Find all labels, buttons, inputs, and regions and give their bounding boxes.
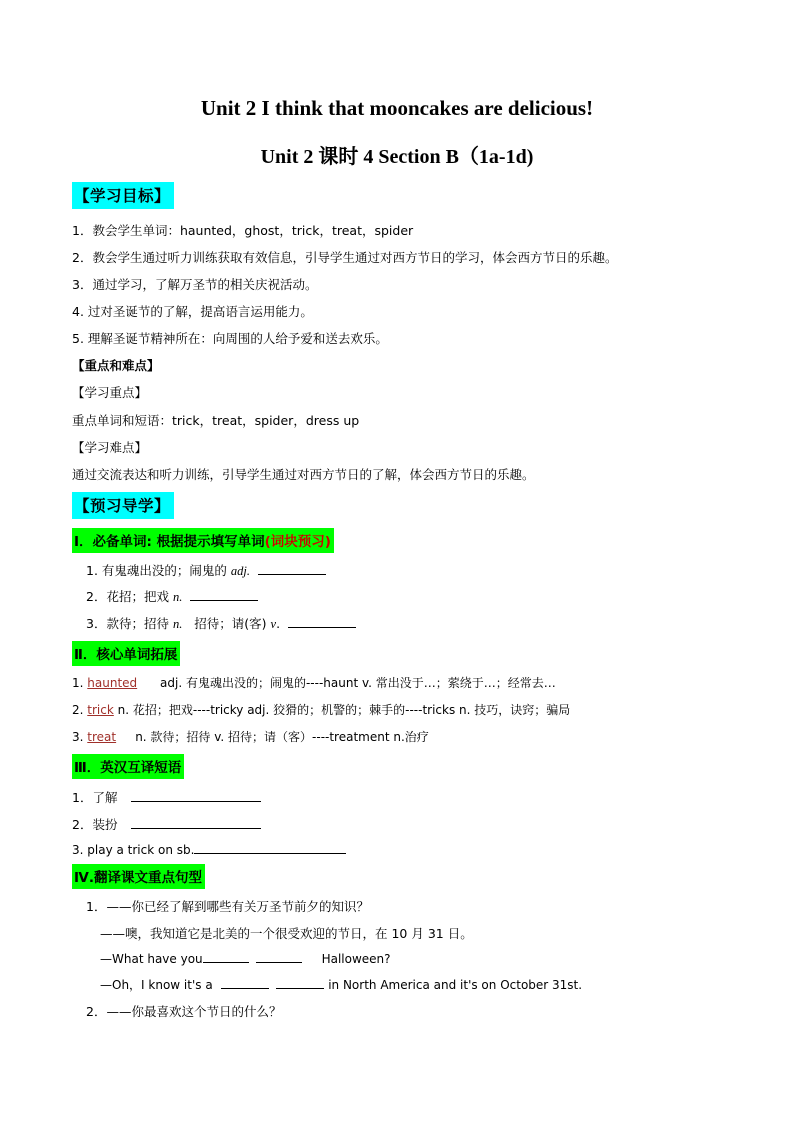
answer-blank[interactable] [258, 562, 326, 575]
goal-item: 5. 理解圣诞节精神所在：向周围的人给予爱和送去欢乐。 [72, 331, 388, 346]
sentence-answer-cn: ——噢，我知道它是北美的一个很受欢迎的节日，在 10 月 31 日。 [100, 926, 473, 941]
goal-item: 4. 过对圣诞节的了解，提高语言运用能力。 [72, 304, 313, 319]
answer-blank[interactable] [221, 976, 269, 989]
goals-header: 【学习目标】 [72, 182, 174, 209]
page-subtitle: Unit 2 课时 4 Section B（1a-1d) [260, 146, 534, 168]
focus-text: 重点单词和短语：trick，treat，spider，dress up [72, 413, 360, 428]
vocab-item: 2．花招；把戏 n. [86, 587, 258, 605]
answer-blank[interactable] [190, 588, 258, 601]
answer-blank[interactable] [131, 816, 261, 829]
key-difficulty-header: 【重点和难点】 [72, 358, 160, 373]
focus-label: 【学习重点】 [72, 385, 148, 400]
highlight-word: haunted [87, 676, 138, 690]
page-title: Unit 2 I think that mooncakes are delicious! [200, 96, 594, 120]
sentence-en-1: —What have you Halloween? [100, 952, 391, 966]
difficulty-text: 通过交流表达和听力训练，引导学生通过对西方节日的了解，体会西方节日的乐趣。 [72, 467, 535, 482]
sentence-question: 2．——你最喜欢这个节日的什么？ [86, 1004, 282, 1019]
section1-header [72, 528, 334, 553]
answer-blank[interactable] [276, 976, 324, 989]
goal-item: 3．通过学习，了解万圣节的相关庆祝活动。 [72, 277, 318, 292]
answer-blank[interactable] [256, 950, 302, 963]
answer-blank[interactable] [288, 615, 356, 628]
highlight-word: trick [87, 703, 114, 717]
expansion-item: 1. haunted adj. 有鬼魂出没的；闹鬼的----haunt v. 常出没于…；萦绕于…；经常去… [72, 676, 556, 690]
section1-label: Ⅰ．必备单词: 根据提示填写单词 [74, 534, 265, 550]
section2-header: Ⅱ．核心单词拓展 [72, 641, 180, 666]
preview-header: 【预习导学】 [72, 492, 174, 519]
vocab-item: 3．款待；招待 n. 招待；请(客) v. [86, 614, 356, 632]
expansion-item: 3. treat n. 款待；招待 v. 招待；请（客）----treatment n.治疗 [72, 730, 429, 744]
answer-blank[interactable] [131, 789, 261, 802]
sentence-question: 1．——你已经了解到哪些有关万圣节前夕的知识？ [86, 899, 369, 914]
phrase-item: 1．了解 [72, 788, 261, 806]
goal-item: 2．教会学生通过听力训练获取有效信息，引导学生通过对西方节日的学习，体会西方节日的乐趣。 [72, 250, 618, 265]
expansion-item: 2. trick n. 花招；把戏----tricky adj. 狡猾的；机警的；棘手的----tricks n. 技巧，诀窍；骗局 [72, 703, 571, 717]
difficulty-label: 【学习难点】 [72, 440, 148, 455]
answer-blank[interactable] [203, 950, 249, 963]
vocab-item: 1. 有鬼魂出没的；闹鬼的 adj. [86, 561, 326, 579]
highlight-word: treat [87, 730, 117, 744]
section4-header: Ⅳ.翻译课文重点句型 [72, 864, 205, 889]
section1-label-red: (词块预习) [264, 534, 331, 550]
phrase-item: 3. play a trick on sb. [72, 841, 346, 857]
sentence-en-2: —Oh，I know it's a in North America and it's on October 31st. [100, 978, 583, 992]
goal-item: 1．教会学生单词：haunted，ghost，trick，treat，spider [72, 223, 414, 238]
phrase-item: 2．装扮 [72, 815, 261, 833]
section3-header: Ⅲ．英汉互译短语 [72, 754, 184, 779]
answer-blank[interactable] [194, 841, 346, 854]
